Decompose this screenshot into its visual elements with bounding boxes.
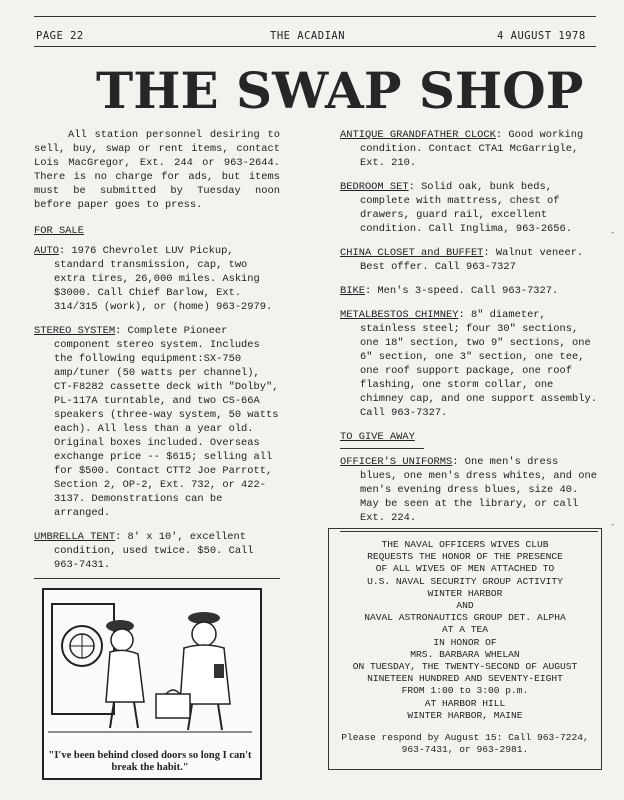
- issue-date: 4 AUGUST 1978: [497, 30, 586, 42]
- ad-label: METALBESTOS CHIMNEY: [340, 309, 459, 321]
- cartoon-caption: "I've been behind closed doors so long I can't break the habit.": [48, 750, 252, 773]
- header-rule: [34, 46, 596, 47]
- invitation-line: WINTER HARBOR, MAINE: [407, 709, 523, 721]
- invitation-line: AT A TEA: [441, 624, 489, 636]
- margin-mark: -: [610, 520, 616, 530]
- give-away-ad: [340, 455, 604, 525]
- invitation-line: AND: [456, 600, 474, 612]
- classified-ad: [34, 324, 285, 520]
- head-1: [111, 629, 133, 651]
- ad-label: AUTO: [34, 245, 59, 257]
- classified-ad: [340, 246, 598, 274]
- margin-mark: -: [610, 228, 616, 238]
- vault-frame: [52, 604, 114, 714]
- invitation-line: ON TUESDAY, THE TWENTY-SECOND OF AUGUST: [352, 661, 578, 673]
- ad-label: BIKE: [340, 285, 365, 297]
- ad-text: : Men's 3-speed. Call 963-7327.: [364, 285, 559, 297]
- cartoon-drawing: [44, 590, 256, 740]
- head-2: [192, 622, 216, 646]
- invitation-line: AT HARBOR HILL: [424, 697, 506, 709]
- ad-text: : One men's dress blues, one men's dress whites, and one men's evening dress blues, size 40. May be seen at the library, or call Ext. 224.: [360, 456, 604, 524]
- for-sale-heading: FOR SALE: [34, 225, 84, 237]
- ad-text: : 1976 Chevrolet LUV Pickup, standard transmission, cap, two extra tires, 26,000 miles. Asking $3000. Call Chief Barlow, Ext. 314/315 (work), or (home) 963-2979.: [54, 245, 273, 313]
- badge: [214, 664, 224, 678]
- ad-label: OFFICER'S UNIFORMS: [340, 456, 453, 468]
- ad-text: : 8' x 10', excellent condition, used twice. $50. Call 963-7431.: [54, 531, 260, 571]
- invitation-line: THE NAVAL OFFICERS WIVES CLUB: [381, 539, 549, 550]
- publication-name: THE ACADIAN: [270, 30, 346, 42]
- classified-ad: [340, 180, 598, 236]
- title-lettering: [96, 61, 584, 120]
- ad-label: STEREO SYSTEM: [34, 325, 116, 337]
- rsvp-text: Please respond by August 15: Call 963-7224, 963-7431, or 963-2981.: [341, 732, 595, 756]
- invitation-line: REQUESTS THE HONOR OF THE PRESENCE: [367, 551, 563, 563]
- invitation-box: [328, 528, 602, 770]
- invitation-line: NINETEEN HUNDRED AND SEVENTY-EIGHT: [367, 673, 563, 685]
- top-rule: [34, 16, 596, 17]
- classified-ad: [340, 284, 598, 298]
- ad-label: CHINA CLOSET and BUFFET: [340, 247, 484, 259]
- give-away-rule: [340, 448, 424, 449]
- suitcase: [156, 694, 190, 718]
- ad-text: : Good working condition. Contact CTA1 McGarrigle, Ext. 210.: [360, 129, 590, 169]
- ad-label: ANTIQUE GRANDFATHER CLOCK: [340, 129, 496, 141]
- invitation-line: FROM 1:00 to 3:00 p.m.: [401, 685, 529, 697]
- ad-text: : Solid oak, bunk beds, complete with mattress, chest of drawers, guard rail, excellent condition. Call Inglima, 963-2656.: [360, 181, 573, 235]
- ad-text: : Complete Pioneer component stereo system. Includes the following equipment:SX-750 amp/tuner (50 watts per channel), CT-F8282 cassette deck with "Dolby", PL-117A turntable, and two CS-66A speakers (three-way system, 50 watts each). All less than a year old. Original boxes included. Overseas exchange price -- $615; selling all for $500. Contact CTT2 Joe Parrott, Section 2, OP-2, Ext. 732, or 422-3137. Demonstrations can be arranged.: [54, 325, 285, 519]
- classified-ad: [34, 244, 280, 314]
- classified-ad: [34, 530, 280, 572]
- leg: [218, 704, 222, 730]
- ad-label: BEDROOM SET: [340, 181, 409, 193]
- invitation-line: NAVAL ASTRONAUTICS GROUP DET. ALPHA: [364, 612, 566, 624]
- leg: [134, 702, 138, 728]
- classified-ad: [340, 128, 598, 170]
- give-away-heading: TO GIVE AWAY: [340, 431, 415, 443]
- ad-text: : Walnut veneer. Best offer. Call 963-7327: [360, 247, 590, 273]
- left-column-end-rule: [34, 578, 280, 579]
- title-text: THE SWAP SHOP: [96, 61, 584, 120]
- invitation-line: OF ALL WIVES OF MEN ATTACHED TO: [375, 563, 555, 575]
- right-column: [340, 128, 604, 532]
- page-number: PAGE 22: [36, 30, 84, 42]
- invitation-text: [329, 539, 601, 722]
- page-title: [96, 61, 584, 120]
- invitation-line: U.S. NAVAL SECURITY GROUP ACTIVITY: [367, 575, 563, 587]
- intro-text: All station personnel desiring to sell, buy, swap or rent items, contact Lois MacGregor, Ext. 244 or 963-2644. There is no charge for ads, but items must be submitted by Tuesday noon before paper goes to press.: [34, 129, 287, 211]
- classified-ad: [340, 308, 604, 420]
- invitation-line: MRS. BARBARA WHELAN: [410, 648, 520, 660]
- body-1: [106, 650, 144, 702]
- invitation-line: IN HONOR OF: [433, 636, 497, 648]
- invitation-line: WINTER HARBOR: [427, 587, 503, 599]
- left-column: [34, 128, 287, 579]
- ad-text: : 8" diameter, stainless steel; four 30" sections, one 18" section, two 9" sections, one 6" section, one 3" section, one tee, one roof support package, one roof flashing, one storm collar, one chimney cap, and one support assembly. Call 963-7327.: [360, 309, 604, 419]
- ad-label: UMBRELLA TENT: [34, 531, 116, 543]
- right-ad-list: [340, 128, 604, 420]
- for-sale-list: [34, 244, 285, 572]
